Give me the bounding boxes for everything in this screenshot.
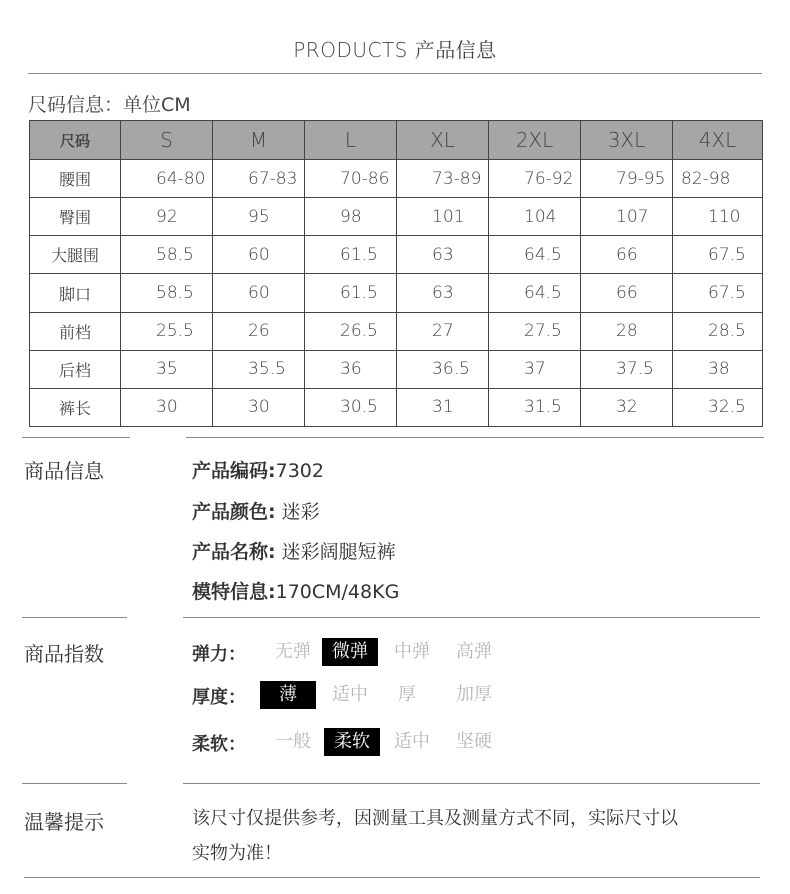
divider [28,73,762,74]
elasticity-option-slight: 微弹 [322,638,378,666]
size-header-cell: S [121,121,213,160]
product-color-line [192,497,320,524]
thickness-option-extra-thick: 加厚 [456,684,492,705]
product-index-title: 商品指数 [24,642,104,666]
table-cell: 73-89 [397,160,489,198]
table-row [30,236,763,274]
size-header-cell: L [305,121,397,160]
size-header-cell: 3XL [581,121,673,160]
table-cell: 58.5 [121,274,213,312]
table-cell: 32.5 [673,388,763,426]
table-cell: 98 [305,198,397,236]
table-cell: 37 [489,350,581,388]
row-label: 大腿围 [30,236,121,274]
table-cell: 38 [673,350,763,388]
product-name-line [192,537,396,564]
table-cell: 67-83 [213,160,305,198]
table-cell: 60 [213,236,305,274]
product-code-line [192,456,324,483]
elasticity-option-medium: 中弹 [394,641,430,662]
table-cell: 66 [581,236,673,274]
thickness-option-thick: 厚 [398,684,416,705]
thickness-option-moderate: 适中 [332,684,368,705]
table-cell: 31 [397,388,489,426]
page-title: PRODUCTS 产品信息 [293,38,497,62]
table-row [30,350,763,388]
row-label: 后档 [30,350,121,388]
table-row [30,388,763,426]
divider [22,617,127,618]
table-cell: 107 [581,198,673,236]
divider [22,437,130,438]
product-color-value: 迷彩 [275,501,320,523]
divider [186,437,764,438]
table-cell: 37.5 [581,350,673,388]
table-cell: 82-98 [673,160,763,198]
table-cell: 95 [213,198,305,236]
softness-option-hard: 坚硬 [456,731,492,752]
table-cell: 79-95 [581,160,673,198]
table-cell: 110 [673,198,763,236]
table-cell: 60 [213,274,305,312]
size-header-cell: 4XL [673,121,763,160]
product-code-value: 7302 [275,460,324,482]
softness-option-moderate: 适中 [394,731,430,752]
table-cell: 31.5 [489,388,581,426]
table-cell: 26.5 [305,312,397,350]
table-cell: 64.5 [489,274,581,312]
row-label: 裤长 [30,388,121,426]
table-cell: 63 [397,274,489,312]
size-table-header-row [30,121,763,160]
model-info-label: 模特信息: [192,581,276,603]
table-cell: 101 [397,198,489,236]
table-cell: 32 [581,388,673,426]
table-cell: 28.5 [673,312,763,350]
table-cell: 64.5 [489,236,581,274]
table-cell: 36.5 [397,350,489,388]
thickness-label: 厚度： [192,687,246,708]
table-cell: 27 [397,312,489,350]
table-cell: 92 [121,198,213,236]
table-cell: 63 [397,236,489,274]
table-row [30,160,763,198]
product-name-value: 迷彩阔腿短裤 [275,541,396,563]
table-cell: 30 [213,388,305,426]
table-cell: 76-92 [489,160,581,198]
divider [183,783,760,784]
notice-line-1: 该尺寸仅提供参考，因测量工具及测量方式不同，实际尺寸以 [192,808,678,829]
model-info-line [192,577,399,604]
table-cell: 35.5 [213,350,305,388]
notice-text [192,801,767,871]
table-cell: 104 [489,198,581,236]
table-cell: 58.5 [121,236,213,274]
size-table [29,120,763,427]
table-cell: 28 [581,312,673,350]
size-header-cell: 2XL [489,121,581,160]
product-name-label: 产品名称: [192,541,276,563]
table-cell: 64-80 [121,160,213,198]
softness-option-soft: 柔软 [324,728,380,756]
table-cell: 25.5 [121,312,213,350]
table-row [30,312,763,350]
size-chart-label: 尺码信息：单位CM [28,94,191,116]
table-cell: 30 [121,388,213,426]
notice-line-2: 实物为准！ [192,843,282,864]
row-label: 脚口 [30,274,121,312]
elasticity-option-high: 高弹 [456,641,492,662]
size-table-corner: 尺码 [30,121,121,160]
product-info-title: 商品信息 [24,459,104,483]
table-row [30,274,763,312]
product-color-label: 产品颜色: [192,501,276,523]
table-cell: 35 [121,350,213,388]
size-header-cell: M [213,121,305,160]
table-cell: 61.5 [305,236,397,274]
softness-option-normal: 一般 [275,731,311,752]
elasticity-option-none: 无弹 [275,641,311,662]
table-cell: 61.5 [305,274,397,312]
size-header-cell: XL [397,121,489,160]
divider [24,877,760,878]
divider [183,617,760,618]
row-label: 臀围 [30,198,121,236]
row-label: 前档 [30,312,121,350]
table-cell: 70-86 [305,160,397,198]
elasticity-label: 弹力： [192,644,246,665]
table-row [30,198,763,236]
table-cell: 66 [581,274,673,312]
table-cell: 67.5 [673,274,763,312]
table-cell: 26 [213,312,305,350]
table-cell: 30.5 [305,388,397,426]
divider [22,783,127,784]
model-info-value: 170CM/48KG [275,581,400,603]
product-code-label: 产品编码: [192,460,276,482]
table-cell: 27.5 [489,312,581,350]
thickness-option-thin: 薄 [260,681,316,709]
softness-label: 柔软： [192,734,246,755]
row-label: 腰围 [30,160,121,198]
table-cell: 67.5 [673,236,763,274]
table-cell: 36 [305,350,397,388]
notice-title: 温馨提示 [24,810,104,834]
